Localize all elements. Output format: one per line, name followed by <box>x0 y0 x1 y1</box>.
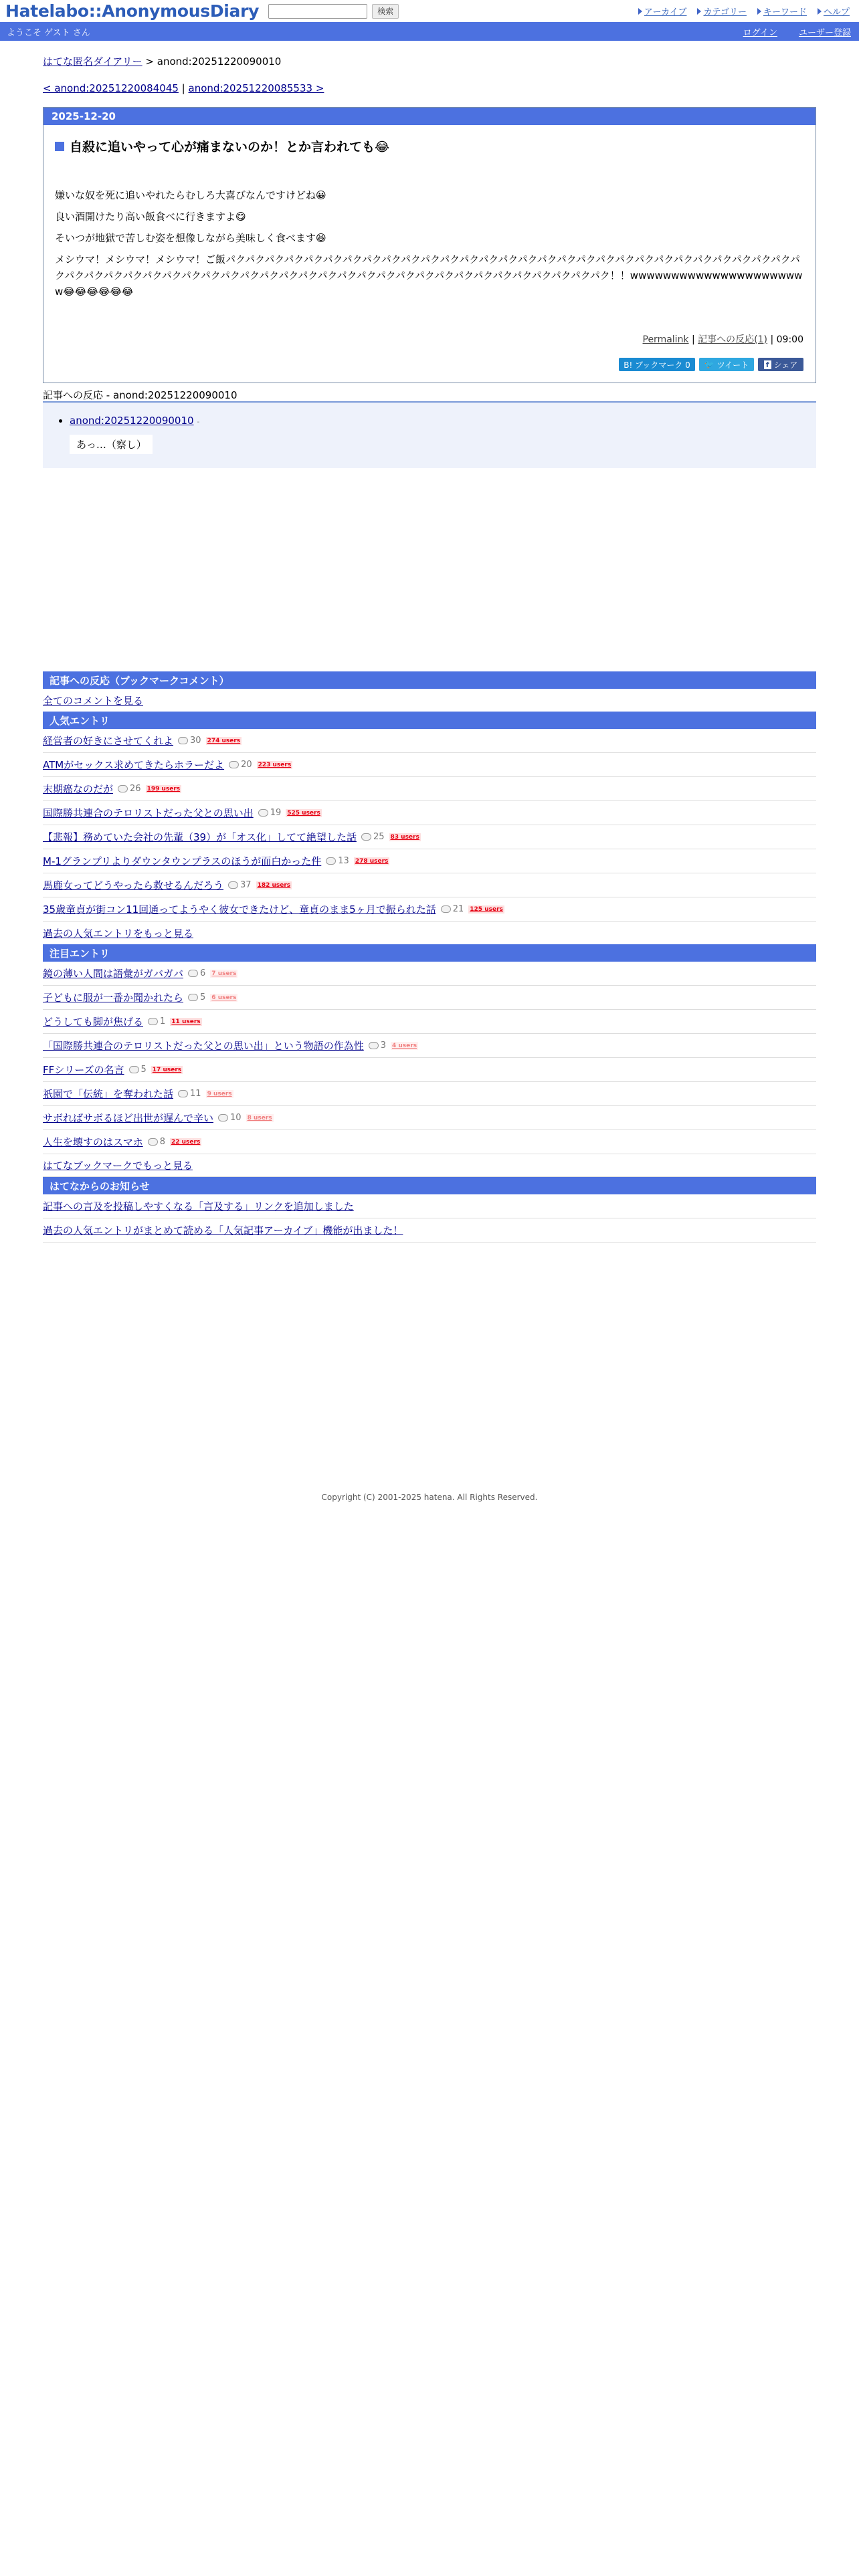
permalink[interactable]: Permalink <box>642 334 689 345</box>
comment-bubble-icon <box>218 1114 228 1121</box>
users-badge[interactable]: 8 users <box>247 1114 272 1121</box>
comment-count[interactable]: 11 <box>178 1089 201 1099</box>
comment-count[interactable]: 21 <box>441 904 464 914</box>
comment-count[interactable]: 5 <box>188 992 205 1002</box>
comment-count[interactable]: 19 <box>258 808 282 818</box>
hot-list <box>43 962 816 1177</box>
users-badge[interactable]: 125 users <box>470 905 503 913</box>
entry-paragraph: そいつが地獄で苦しむ姿を想像しながら美味しく食べます😆 <box>55 232 326 244</box>
comment-bubble-icon <box>441 905 451 913</box>
triangle-icon <box>638 8 642 15</box>
popular-list <box>43 729 816 944</box>
entry-paragraph: メシウマ！メシウマ！メシウマ！ご飯パクパクパクパクパクパクパクパクパクパクパクパクパクパクパクパクパクパクパクパクパクパクパクパクパクパクパクパクパクパクパクパクパクパクパクパクパクパクパクパクパクパクパクパクパクパクパクパクパクパクパクパクパクパクパクパクパクパク！！wwwwwwwwwwwwwwwwwwwwww😂😂😂😂😂😂 <box>55 253 803 298</box>
breadcrumb-home[interactable]: はてな匿名ダイアリー <box>43 56 142 68</box>
users-badge[interactable]: 199 users <box>147 785 181 792</box>
pager: < anond:20251220084045 | anond:20251220085533 > <box>43 82 324 94</box>
comment-bubble-icon <box>361 833 371 841</box>
news-list <box>43 1194 816 1243</box>
list-item <box>43 962 816 986</box>
next-entry-link[interactable]: anond:20251220085533 > <box>188 82 324 94</box>
comment-count[interactable]: 20 <box>229 760 252 770</box>
comment-bubble-icon <box>326 857 336 865</box>
comment-count[interactable]: 30 <box>178 736 201 746</box>
welcome-text: ようこそ ゲスト さん <box>7 27 90 38</box>
entry-link[interactable]: 「国際勝共連合のテロリストだった父との思い出」という物語の作為性 <box>43 1040 364 1052</box>
popular-more-link[interactable]: 過去の人気エントリをもっと見る <box>43 927 194 940</box>
entry-body <box>43 125 816 383</box>
search-button[interactable]: 検索 <box>372 4 399 19</box>
prev-entry-link[interactable]: < anond:20251220084045 <box>43 82 179 94</box>
users-badge[interactable]: 11 users <box>171 1018 201 1025</box>
users-badge[interactable]: 22 users <box>171 1138 201 1146</box>
users-badge[interactable]: 83 users <box>390 833 419 841</box>
list-item <box>43 801 816 825</box>
comment-count[interactable]: 25 <box>361 832 385 842</box>
footer-copyright: Copyright (C) 2001-2025 hatena. All Rights Reserved. <box>321 1493 538 1502</box>
refer-heading: 記事への反応 - anond:20251220090010 <box>43 388 816 403</box>
list-item <box>43 777 816 801</box>
nav-keyword[interactable]: キーワード <box>757 5 807 17</box>
news-heading: はてなからのお知らせ <box>43 1177 816 1194</box>
users-badge[interactable]: 525 users <box>287 809 320 817</box>
comment-count[interactable]: 5 <box>129 1065 147 1075</box>
users-badge[interactable]: 17 users <box>152 1066 182 1073</box>
refer-item-link[interactable]: anond:20251220090010 <box>70 415 194 427</box>
entry-link[interactable]: 人生を壊すのはスマホ <box>43 1136 143 1148</box>
comment-count[interactable]: 13 <box>326 856 349 866</box>
users-badge[interactable]: 7 users <box>211 970 237 977</box>
entry-time: 09:00 <box>776 334 803 345</box>
all-comments-row <box>43 689 816 712</box>
comment-bubble-icon <box>258 809 268 817</box>
more-row <box>43 1154 816 1177</box>
entry-link[interactable]: サボればサボるほど出世が遅んで辛い <box>43 1112 214 1124</box>
users-badge[interactable]: 182 users <box>257 881 291 889</box>
top-nav <box>638 5 854 17</box>
nav-help[interactable]: ヘルプ <box>818 5 850 17</box>
nav-category[interactable]: カテゴリー <box>697 5 746 17</box>
comment-count[interactable]: 37 <box>228 880 252 890</box>
entry-link[interactable]: 経営者の好きにさせてくれよ <box>43 735 174 747</box>
comment-bubble-icon <box>148 1018 158 1025</box>
entry-link[interactable]: どうしても脚が焦げる <box>43 1016 144 1028</box>
site-logo[interactable]: Hatelabo::AnonymousDiary <box>5 1 260 21</box>
refer-item: • anond:20251220090010 - あっ…（察し） <box>70 415 816 454</box>
hot-more-link[interactable]: はてなブックマークでもっと見る <box>43 1160 193 1172</box>
nav-archive[interactable]: アーカイブ <box>638 5 687 17</box>
entry-title: 自殺に追いやって心が痛まないのか！とか言われても😂 <box>55 137 803 155</box>
list-item <box>43 753 816 777</box>
list-item <box>43 873 816 897</box>
comment-bubble-icon <box>188 994 198 1001</box>
comment-bubble-icon <box>188 970 198 977</box>
list-item <box>43 897 816 922</box>
list-item <box>43 1130 816 1154</box>
share-buttons <box>619 358 803 371</box>
news-link[interactable]: 記事への言及を投稿しやすくなる「言及する」リンクを追加しました <box>43 1200 354 1212</box>
news-item <box>43 1194 816 1218</box>
news-item <box>43 1218 816 1243</box>
entry-paragraph: 嫌いな奴を死に追いやれたらむしろ大喜びなんですけどね😀 <box>55 189 326 201</box>
users-badge[interactable]: 6 users <box>211 994 237 1001</box>
list-item <box>43 1058 816 1082</box>
entry-link[interactable]: ATMがセックス求めてきたらホラーだよ <box>43 759 225 771</box>
breadcrumb: はてな匿名ダイアリー > anond:20251220090010 <box>43 56 282 68</box>
comment-bubble-icon <box>178 737 188 744</box>
users-badge[interactable]: 274 users <box>207 737 241 744</box>
hatena-bookmark-button[interactable]: B! ブックマーク 0 <box>619 358 695 371</box>
entry-link[interactable]: 【悲報】務めていた会社の先輩（39）が「オス化」してて絶望した話 <box>43 831 357 843</box>
list-item <box>43 825 816 849</box>
breadcrumb-current: anond:20251220090010 <box>157 56 282 68</box>
login-link[interactable]: ログイン <box>743 27 777 38</box>
entry-paragraph: 良い酒開けたり高い飯食べに行きますよ😋 <box>55 211 246 223</box>
more-row <box>43 922 816 944</box>
entry-link[interactable]: 子どもに服が一番か聞かれたら <box>43 992 184 1004</box>
all-comments-link[interactable]: 全てのコメントを見る <box>43 694 144 707</box>
hot-heading: 注目エントリ <box>43 944 816 962</box>
entry-date: 2025-12-20 <box>43 108 816 125</box>
entry-link[interactable]: 末期癌なのだが <box>43 783 114 795</box>
popular-heading: 人気エントリ <box>43 712 816 729</box>
facebook-icon: f <box>764 360 771 369</box>
entry-section <box>43 107 816 383</box>
welcome-bar <box>0 22 859 41</box>
users-badge[interactable]: 9 users <box>207 1090 232 1097</box>
comment-count[interactable]: 10 <box>218 1113 242 1123</box>
square-icon <box>55 142 64 151</box>
entry-link[interactable]: FFシリーズの名言 <box>43 1064 124 1076</box>
list-item <box>43 1106 816 1130</box>
main-content <box>43 41 816 1243</box>
entry-link[interactable]: 祇園で「伝統」を奪われた話 <box>43 1088 174 1100</box>
entry-link[interactable]: M-1グランプリよりダウンタウンプラスのほうが面白かった件 <box>43 855 322 867</box>
comment-bubble-icon <box>229 761 239 768</box>
users-badge[interactable]: 278 users <box>355 857 389 865</box>
ad-space <box>43 468 816 671</box>
triangle-icon <box>697 8 701 15</box>
refer-list <box>43 403 816 468</box>
facebook-share-button[interactable]: f シェア <box>758 358 803 371</box>
news-link[interactable]: 過去の人気エントリがまとめて読める「人気記事アーカイブ」機能が出ました！ <box>43 1224 403 1237</box>
bookmark-comments-heading: 記事への反応（ブックマークコメント） <box>43 671 816 689</box>
list-item <box>43 1082 816 1106</box>
comment-count[interactable]: 6 <box>188 968 205 978</box>
comment-count[interactable]: 26 <box>118 784 141 794</box>
refer-quote: あっ…（察し） <box>70 435 153 454</box>
comment-bubble-icon <box>129 1066 139 1073</box>
comment-bubble-icon <box>118 785 128 792</box>
comment-bubble-icon <box>148 1138 158 1146</box>
users-badge[interactable]: 223 users <box>258 761 292 768</box>
comment-count[interactable]: 8 <box>148 1137 165 1147</box>
comment-bubble-icon <box>228 881 238 889</box>
entry-link[interactable]: 馬鹿女ってどうやったら救せるんだろう <box>43 879 224 891</box>
entry-link[interactable]: 国際勝共連合のテロリストだった父との思い出 <box>43 807 254 819</box>
list-item <box>43 986 816 1010</box>
entry-footer: Permalink | 記事への反応(1) | 09:00 <box>642 334 803 345</box>
tweet-button[interactable]: 🐦 ツイート <box>699 358 754 371</box>
triangle-icon <box>757 8 761 15</box>
comment-count[interactable]: 1 <box>148 1016 165 1027</box>
refer-count-link[interactable]: 記事への反応(1) <box>698 334 768 345</box>
list-item <box>43 1010 816 1034</box>
list-item <box>43 1034 816 1058</box>
comment-bubble-icon <box>178 1090 188 1097</box>
twitter-icon: 🐦 <box>704 360 717 369</box>
triangle-icon <box>818 8 822 15</box>
list-item <box>43 729 816 753</box>
comment-bubble-icon <box>369 1042 379 1049</box>
register-link[interactable]: ユーザー登録 <box>798 27 851 38</box>
entry-link[interactable]: 35歳童貞が街コン11回通ってようやく彼女できたけど、童貞のまま5ヶ月で振られた話 <box>43 903 436 916</box>
search-input[interactable] <box>268 4 367 19</box>
entry-link[interactable]: 鏡の薄い人間は語彙がガバガバ <box>43 968 184 980</box>
comment-count[interactable]: 3 <box>369 1041 386 1051</box>
users-badge[interactable]: 4 users <box>392 1042 417 1049</box>
list-item <box>43 849 816 873</box>
top-bar <box>0 0 859 22</box>
